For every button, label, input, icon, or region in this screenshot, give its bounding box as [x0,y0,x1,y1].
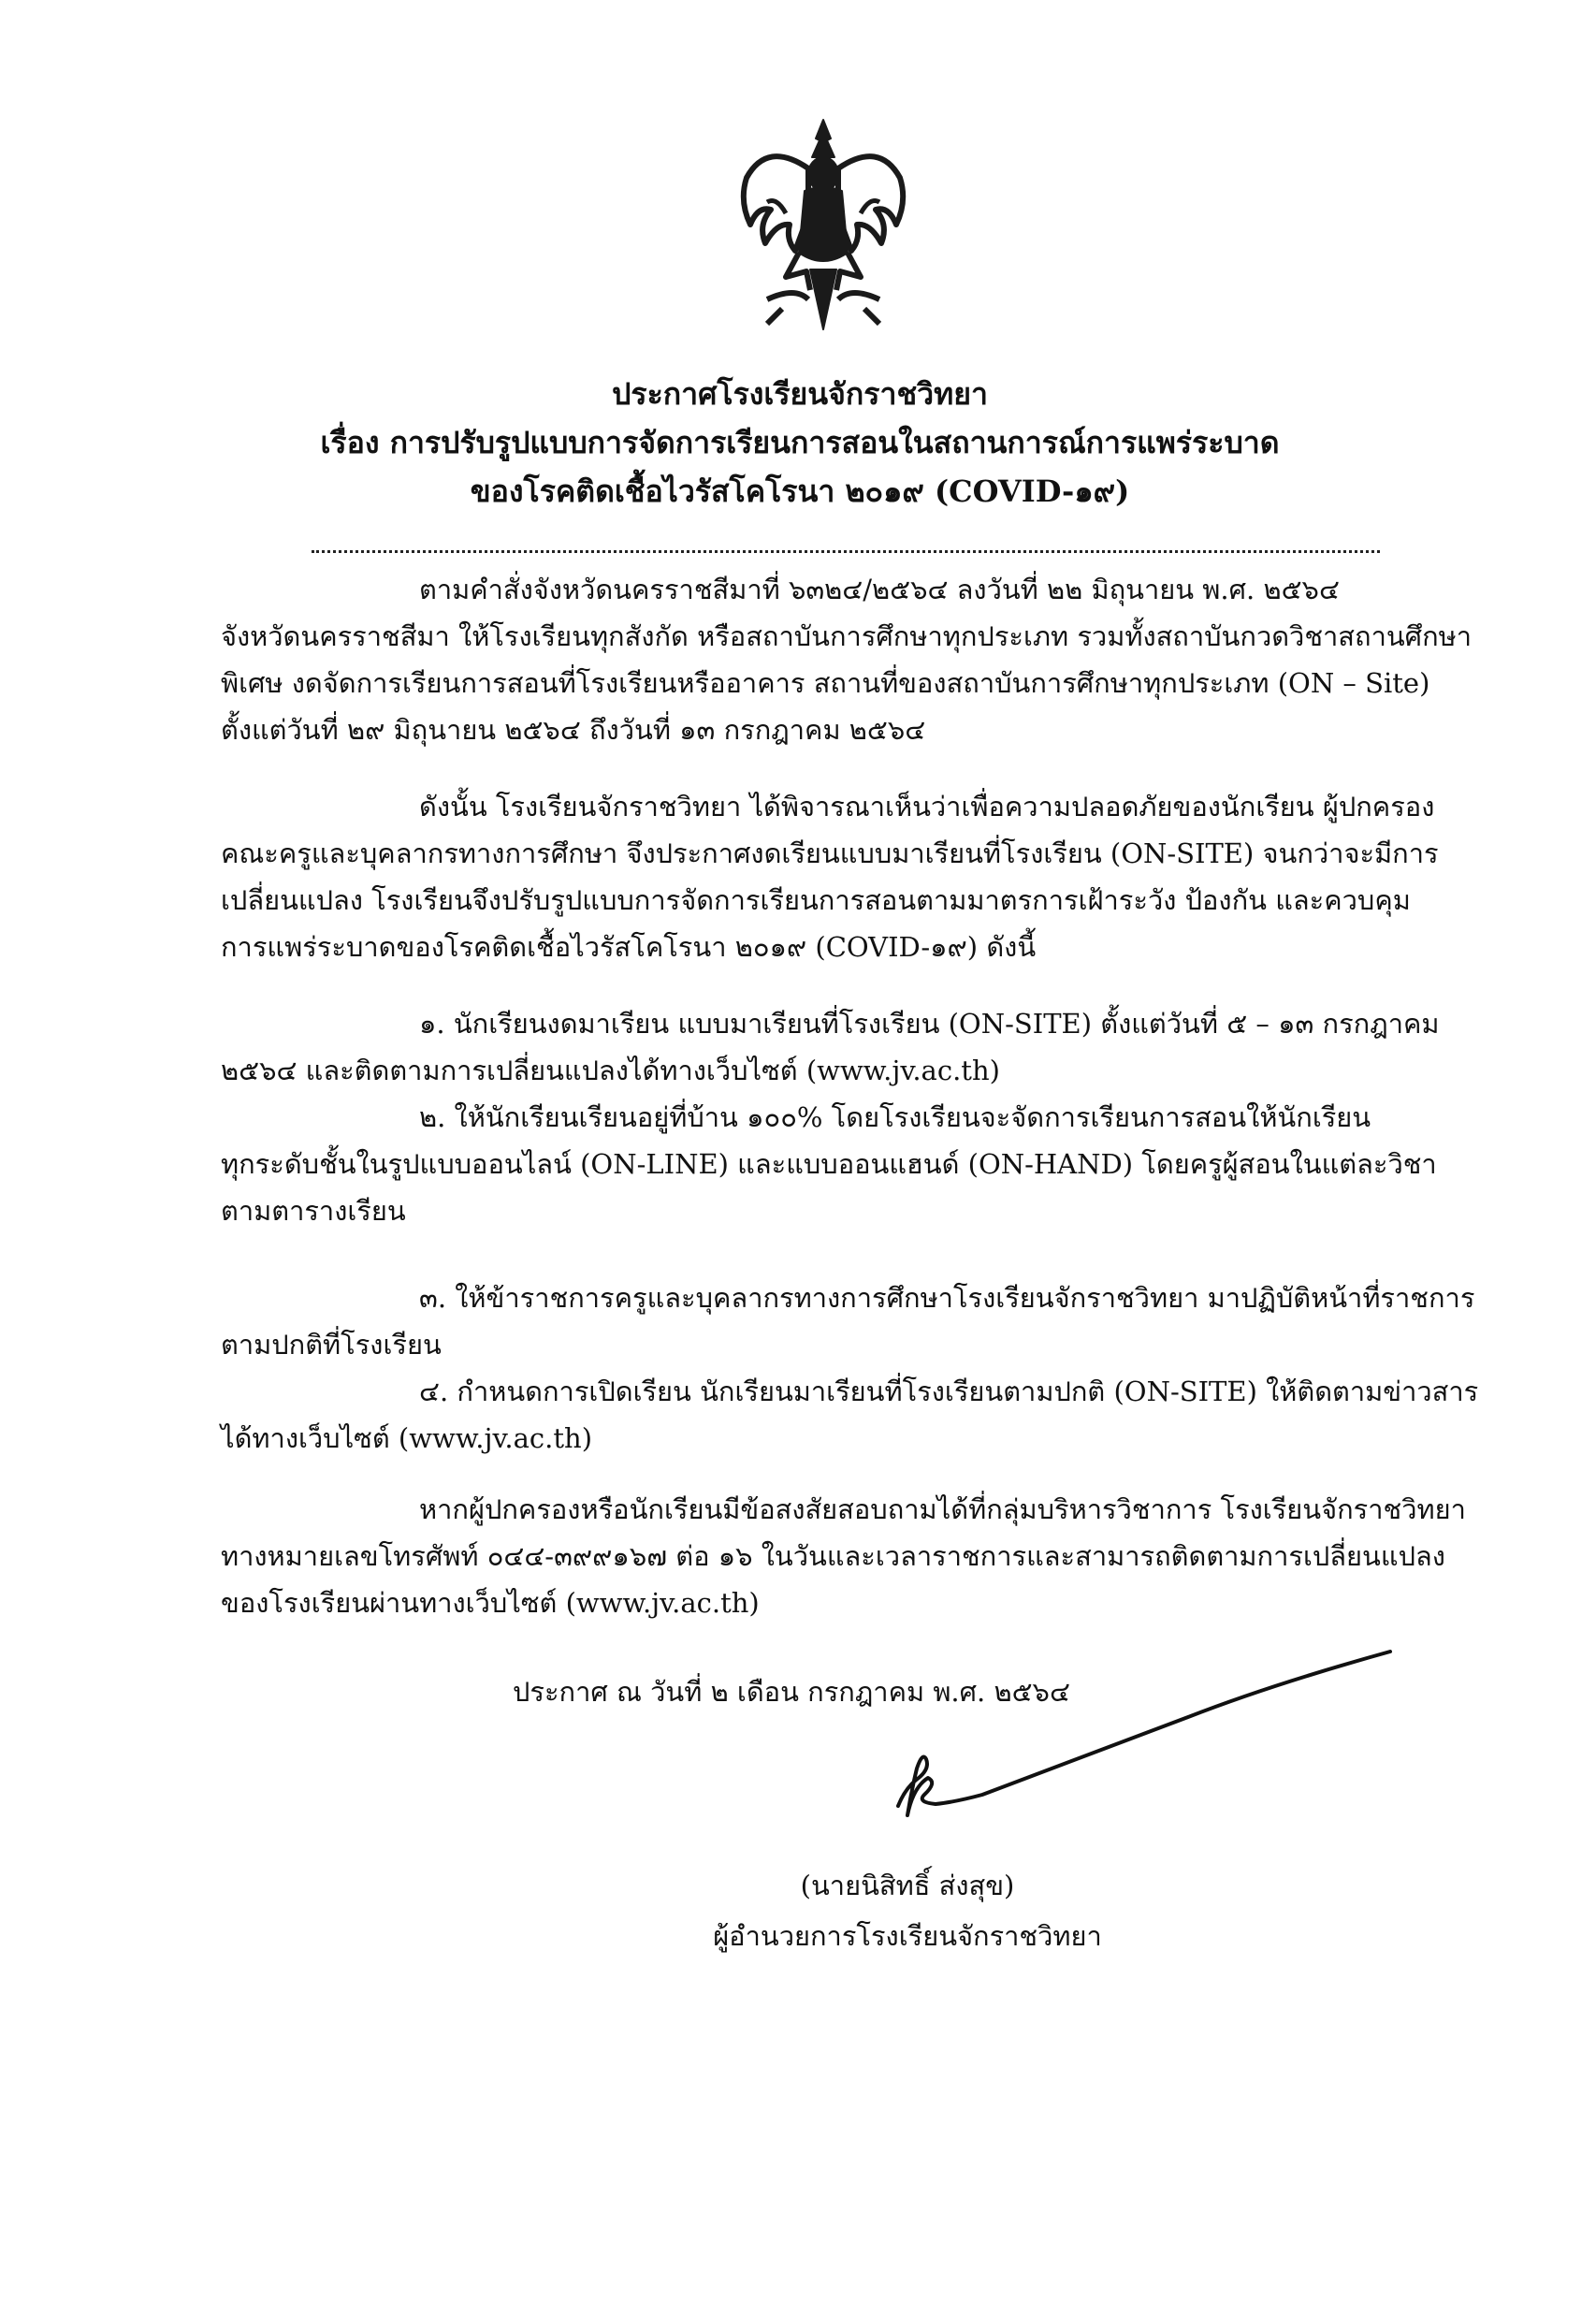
text-line: การแพร่ระบาดของโรคติดเชื้อไวรัสโคโรนา ๒๐๑๙ (COVID-๑๙) ดังนี้ [221,931,1037,963]
paragraph-contact-info [221,1486,1465,1626]
announcement-date: ประกาศ ณ วันที่ ๒ เดือน กรกฎาคม พ.ศ. ๒๕๖๔ [513,1676,1070,1708]
announcement-subject-cont: ของโรคติดเชื้อไวรัสโคโรนา ๒๐๑๙ (COVID-๑๙) [470,473,1130,509]
signature-mark [833,1628,1413,1862]
text-line: ดังนั้น โรงเรียนจักราชวิทยา ได้พิจารณาเห็นว่าเพื่อความปลอดภัยของนักเรียน ผู้ปกครอง [419,791,1435,822]
text-line: ของโรงเรียนผ่านทางเว็บไซต์ (www.jv.ac.th) [221,1587,760,1619]
text-line: หากผู้ปกครองหรือนักเรียนมีข้อสงสัยสอบถามได้ที่กลุ่มบริหารวิชาการ โรงเรียนจักราชวิทยา [419,1493,1466,1525]
paragraph-school-decision [221,783,1465,970]
text-line: ตามคำสั่งจังหวัดนครราชสีมาที่ ๖๓๒๔/๒๕๖๔ ลงวันที่ ๒๒ มิถุนายน พ.ศ. ๒๕๖๔ [419,574,1340,605]
text-line: ตามตารางเรียน [221,1195,406,1227]
text-line: พิเศษ งดจัดการเรียนการสอนที่โรงเรียนหรืออาคาร สถานที่ของสถาบันการศึกษาทุกประเภท (ON – Site) [221,667,1430,699]
text-line: เปลี่ยนแปลง โรงเรียนจึงปรับรูปแบบการจัดการเรียนการสอนตามมาตรการเฝ้าระวัง ป้องกัน และควบคุม [221,884,1411,916]
announcement-subject: เรื่อง การปรับรูปแบบการจัดการเรียนการสอนในสถานการณ์การแพร่ระบาด [320,425,1280,460]
text-line: ได้ทางเว็บไซต์ (www.jv.ac.th) [221,1422,593,1454]
announcement-title-block [187,370,1413,516]
announcement-title: ประกาศโรงเรียนจักราชวิทยา [612,376,988,412]
text-line: ทุกระดับชั้นในรูปแบบออนไลน์ (ON-LINE) และแบบออนแฮนด์ (ON-HAND) โดยครูผู้สอนในแต่ละวิชา [221,1148,1437,1180]
paragraph-order-reference [221,566,1473,753]
signer-block [711,1860,1104,1961]
list-item-3 [221,1274,1475,1368]
text-line: จังหวัดนครราชสีมา ให้โรงเรียนทุกสังกัด หรือสถาบันการศึกษาทุกประเภท รวมทั้งสถาบันกวดวิชาสถานศึกษา [221,620,1473,652]
text-line: ๑. นักเรียนงดมาเรียน แบบมาเรียนที่โรงเรียน (ON-SITE) ตั้งแต่วันที่ ๕ – ๑๓ กรกฎาคม [419,1008,1440,1040]
text-line: ตั้งแต่วันที่ ๒๙ มิถุนายน ๒๕๖๔ ถึงวันที่ ๑๓ กรกฎาคม ๒๕๖๔ [221,714,926,746]
text-line: ทางหมายเลขโทรศัพท์ ๐๔๔-๓๙๙๑๖๗ ต่อ ๑๖ ในวันและเวลาราชการและสามารถติดตามการเปลี่ยนแปลง [221,1540,1445,1572]
dotted-divider [312,550,1380,553]
garuda-emblem-icon [730,112,917,337]
text-line: คณะครูและบุคลากรทางการศึกษา จึงประกาศงดเรียนแบบมาเรียนที่โรงเรียน (ON-SITE) จนกว่าจะมีการ [221,837,1439,869]
list-item-2 [221,1094,1465,1234]
list-item-1 [221,1000,1465,1094]
list-item-4 [221,1368,1479,1462]
text-line: ตามปกติที่โรงเรียน [221,1329,442,1361]
text-line: ๓. ให้ข้าราชการครูและบุคลากรทางการศึกษาโรงเรียนจักราชวิทยา มาปฏิบัติหน้าที่ราชการ [419,1282,1475,1314]
signer-title: ผู้อำนวยการโรงเรียนจักราชวิทยา [713,1920,1102,1952]
text-line: ๔. กำหนดการเปิดเรียน นักเรียนมาเรียนที่โรงเรียนตามปกติ (ON-SITE) ให้ติดตามข่าวสาร [419,1376,1479,1407]
signer-name: (นายนิสิทธิ์ ส่งสุข) [800,1870,1015,1901]
text-line: ๒. ให้นักเรียนเรียนอยู่ที่บ้าน ๑๐๐% โดยโรงเรียนจะจัดการเรียนการสอนให้นักเรียน [419,1101,1371,1133]
text-line: ๒๕๖๔ และติดตามการเปลี่ยนแปลงได้ทางเว็บไซต์ (www.jv.ac.th) [221,1055,1000,1086]
